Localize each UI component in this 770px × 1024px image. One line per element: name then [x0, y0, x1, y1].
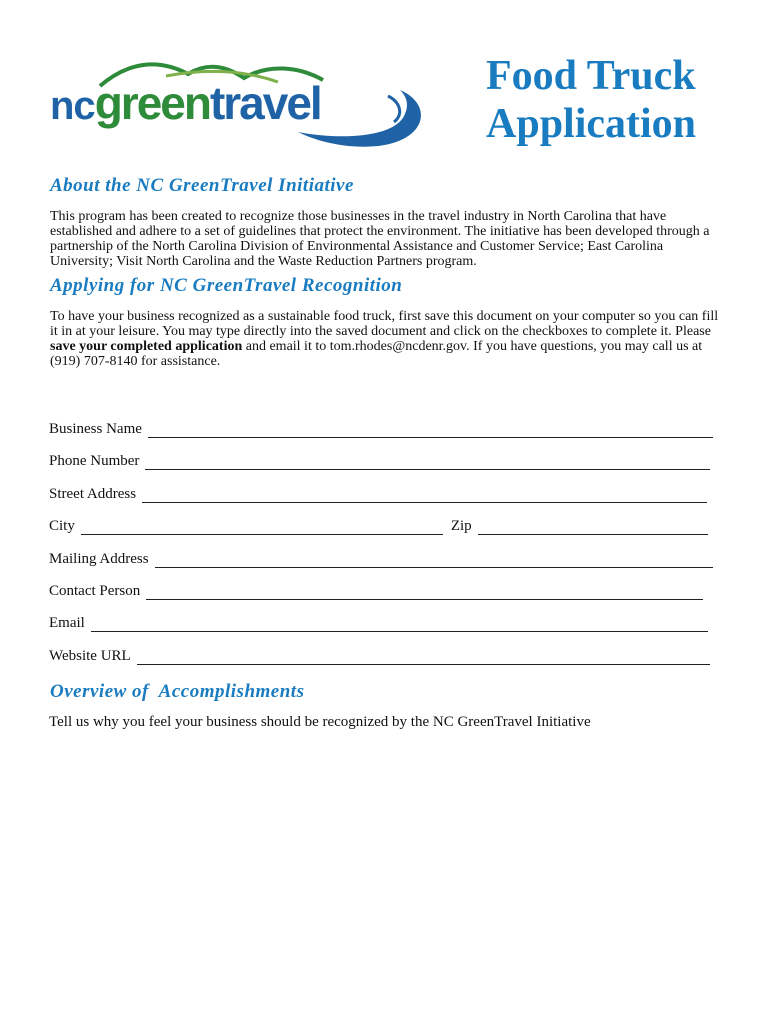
overview-prompt: Tell us why you feel your business should be recognized by the NC GreenTravel Initiative	[49, 714, 591, 730]
city-label: City	[49, 518, 75, 534]
email-field[interactable]	[49, 612, 708, 632]
title-line-1: Food Truck	[486, 53, 696, 99]
applying-paragraph: To have your business recognized as a sustainable food truck, first save this document on your computer so you can fill it in at your leisure. You may type directly into the saved document and click on the checkboxes to complete it. Please save your completed application and email it to tom.rhodes@ncdenr.gov. If you have questions, you may call us at (919) 707-8140 for assistance.	[50, 309, 719, 369]
zip-label: Zip	[450, 518, 472, 534]
mailing-address-input[interactable]	[155, 553, 713, 568]
website-url-label: Website URL	[49, 648, 131, 664]
street-address-input[interactable]	[142, 488, 707, 503]
street-address-field[interactable]	[49, 483, 707, 503]
applying-heading: Applying for NC GreenTravel Recognition	[50, 275, 403, 296]
logo-wordmark: ncgreentravel	[50, 77, 321, 129]
title-line-2: Application	[486, 101, 697, 147]
business-name-label: Business Name	[49, 421, 142, 437]
contact-person-label: Contact Person	[49, 583, 141, 599]
street-address-label: Street Address	[49, 486, 137, 502]
zip-input[interactable]	[478, 520, 708, 535]
phone-number-input[interactable]	[145, 455, 710, 470]
website-url-field[interactable]	[49, 645, 710, 665]
phone-number-field[interactable]	[49, 450, 710, 470]
page-title	[486, 52, 696, 148]
contact-person-field[interactable]	[49, 580, 703, 600]
city-zip-field[interactable]	[49, 515, 708, 535]
phone-number-label: Phone Number	[49, 453, 140, 469]
about-paragraph: This program has been created to recognize those businesses in the travel industry in North Carolina that have established and adhere to a set of guidelines that protect the environment. The initiative has been developed through a partnership of the North Carolina Division of Environmental Assistance and Customer Service; East Carolina University; Visit North Carolina and the Waste Reduction Partners program.	[50, 209, 710, 269]
about-heading: About the NC GreenTravel Initiative	[50, 175, 354, 196]
mailing-address-label: Mailing Address	[49, 551, 149, 567]
website-url-input[interactable]	[137, 650, 710, 665]
save-instruction: save your completed application	[50, 339, 243, 354]
city-input[interactable]	[81, 520, 443, 535]
contact-person-input[interactable]	[146, 585, 703, 600]
email-input[interactable]	[91, 617, 708, 632]
email-label: Email	[49, 615, 85, 631]
ncgreentravel-logo	[48, 60, 428, 152]
overview-heading: Overview of Accomplishments	[50, 681, 305, 702]
mailing-address-field[interactable]	[49, 548, 713, 568]
business-name-field[interactable]	[49, 418, 713, 438]
business-name-input[interactable]	[148, 423, 713, 438]
